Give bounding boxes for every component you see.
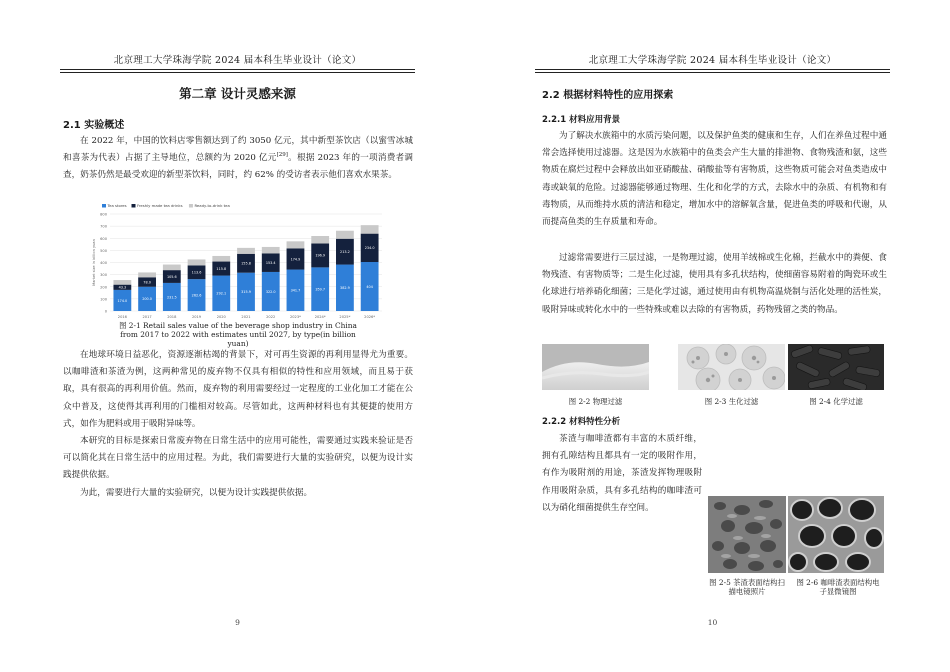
- y-tick-label: 400: [100, 261, 107, 265]
- y-axis-label: Market size in billion yuan: [92, 239, 96, 286]
- y-tick-label: 500: [100, 248, 107, 253]
- x-tick-label: 2025*: [339, 315, 351, 319]
- figure-caption: 图 2-1 Retail sales value of the beverage shop industry in China from 2017 to 2022 with estimates until 2027, by type(in billion yuan): [119, 321, 357, 349]
- figure-caption-2-3: 图 2-3 生化过滤: [704, 397, 759, 406]
- figure-caption-2-5: 图 2-5 茶渣表面结构扫描电镜照片: [709, 578, 785, 597]
- bar-value-label: 234.0: [364, 246, 375, 251]
- figure-caption-2-6: 图 2-6 咖啡渣表面结构电子显微镜图: [796, 578, 880, 597]
- x-tick-label: 2017: [142, 315, 152, 319]
- paragraph-conclusion: 为此，需要进行大量的实验研究，以便为设计实践提供依据。: [80, 488, 313, 498]
- page-header: 北京理工大学珠海学院 2024 届本科生毕业设计（论文）: [60, 52, 415, 70]
- bar-segment: [361, 225, 379, 233]
- subsection-heading-background: 2.2.1 材料应用背景: [542, 115, 621, 125]
- bar-segment: [262, 247, 280, 253]
- x-tick-label: 2021: [241, 315, 251, 319]
- page-number: 9: [235, 618, 240, 627]
- paragraph-material-properties: 茶渣与咖啡渣都有丰富的木质纤维，拥有孔隙结构且都具有一定的吸附作用，有作为吸附剂的用途，茶渣发挥物理吸附作用吸附杂质，具有多孔结构的咖啡渣可以为硝化细菌提供生存空间。: [542, 434, 702, 513]
- bar-segment: [188, 259, 206, 265]
- y-tick-label: 600: [100, 236, 107, 241]
- physical-filter-photo: [542, 344, 649, 390]
- chart-canvas: [90, 198, 385, 321]
- y-tick-label: 0: [104, 309, 107, 314]
- chemical-filter-photo: [788, 344, 884, 390]
- bar-segment: [237, 248, 255, 254]
- bar-value-label: 113.6: [191, 270, 202, 275]
- bar-value-label: 262.6: [191, 293, 202, 298]
- paragraph-background: 在地球环境日益恶化，资源逐渐枯竭的背景下，对可再生资源的再利用显得尤为重要。以咖啡渣和茶渣为例，这两种常见的废弃物不仅具有相似的特性和应用领域，而且易于获取，具有很高的再利用价值。然而，废弃物的利用需要经过一定程度的工业化加工才能在公众中普及，这使得其再利用的门槛相对较高。尽管如此，这两种材料也有其便捷的使用方式，如作为肥料或用于吸附异味等。: [63, 350, 413, 429]
- paragraph-filter-purpose: 为了解决水族箱中的水质污染问题，以及保护鱼类的健康和生存，人们在养鱼过程中通常会选择使用过滤器。这是因为水族箱中的鱼类会产生大量的排泄物、食物残渣和氨，这些物质在腐烂过程中会释放出如亚硝酸盐、硝酸盐等有害物质，这些物质可能会对鱼类造成中毒或缺氧的危险。过滤器能够通过物理、生化和化学的方式，去除水中的杂质、有机物和有毒物质，从而维持水质的清洁和稳定，增加水中的溶解氧含量，促进鱼类的呼吸和代谢，从而提高鱼类的生存质量和寿命。: [542, 131, 887, 228]
- intro-text-continued: 。根据 2023 年的一项消费者调查，奶茶仍然是最受欢迎的新型茶饮料，同时，约 62% 的受访者表示他们喜欢水果茶。: [63, 153, 413, 181]
- legend-label: Tea stores: [107, 203, 127, 209]
- bar-value-label: 322.0: [265, 289, 276, 294]
- x-tick-label: 2020: [216, 315, 226, 319]
- legend-swatch: [189, 204, 193, 208]
- bar-segment: [163, 265, 181, 271]
- bar-segment: [212, 256, 230, 262]
- bar-value-label: 213.2: [340, 249, 350, 254]
- bar-value-label: 200.0: [142, 297, 152, 302]
- bar-value-label: 196.9: [315, 253, 326, 258]
- bar-value-label: 105.6: [166, 274, 177, 279]
- y-tick-label: 800: [100, 212, 107, 217]
- legend-label: Freshly made tea drinks: [137, 203, 183, 209]
- y-tick-label: 300: [100, 273, 107, 278]
- bar-value-label: 341.7: [290, 288, 301, 293]
- y-tick-label: 200: [100, 285, 107, 290]
- x-tick-label: 2019: [191, 315, 202, 319]
- citation: [29]: [276, 152, 288, 159]
- bar-value-label: 43.3: [118, 285, 127, 290]
- y-tick-label: 100: [100, 297, 107, 302]
- bar-segment: [311, 236, 329, 244]
- bar-value-label: 155.8: [241, 261, 251, 266]
- page-header: 北京理工大学珠海学院 2024 届本科生毕业设计（论文）: [535, 52, 890, 70]
- bar-value-label: 174.9: [290, 257, 301, 262]
- bar-value-label: 359.7: [315, 287, 326, 292]
- chapter-title: 第二章 设计灵感来源: [179, 86, 296, 101]
- bar-value-label: 115.8: [216, 266, 227, 271]
- bar-value-label: 382.9: [340, 286, 350, 291]
- subsection-heading-analysis: 2.2.2 材料特性分析: [542, 417, 621, 427]
- legend-swatch: [132, 204, 136, 208]
- bar-value-label: 292.1: [216, 291, 227, 296]
- intro-text: 在 2022 年，中国的饮料店零售额达到了约 3050 亿元，其中新型茶饮店（以蜜雪冰城和喜茶为代表）占据了主导地位，总额约为 2020 亿元: [63, 136, 413, 164]
- section-heading: 2.1 实验概述: [63, 120, 125, 131]
- paragraph-goal: 本研究的目标是探索日常废弃物在日常生活中的应用可能性，需要通过实践来验证是否可以简化其在日常生活中的应用过程。为此，我们需要进行大量的实验研究，以便为设计实践提供依据。: [63, 436, 413, 481]
- tea-residue-sem-photo: [708, 496, 786, 573]
- page-10: [475, 0, 950, 672]
- bar-value-label: 315.9: [241, 290, 251, 295]
- paragraph-filter-layers: 过滤常需要进行三层过滤，一是物理过滤，使用羊绒棉或生化棉，拦截水中的粪便、食物残渣、有害物质等；二是生化过滤，使用具有多孔状结构，使细菌容易附着的陶瓷环或生化球进行培养硝化细菌；三是化学过滤，通过使用由有机物高温烧制与活化处理的活性炭，吸附异味或转化水中的一些特殊或难以去除的有害物质，药物残留之类的物品。: [542, 253, 887, 315]
- x-tick-label: 2018: [167, 315, 177, 319]
- x-tick-label: 2024*: [314, 315, 326, 319]
- coffee-residue-sem-photo: [788, 496, 884, 573]
- bar-segment: [336, 231, 354, 239]
- bar-segment: [138, 272, 156, 277]
- section-heading: 2.2 根据材料特性的应用探索: [542, 90, 674, 101]
- bar-value-label: 174.0: [117, 298, 128, 303]
- bar-value-label: 153.4: [265, 260, 276, 265]
- bar-value-label: 231.5: [166, 295, 177, 300]
- bar-segment: [287, 241, 305, 248]
- bar-value-label: 404: [366, 284, 373, 289]
- bar-segment: [113, 280, 131, 285]
- bar-value-label: 78.0: [143, 280, 151, 285]
- figure-caption-2-4: 图 2-4 化学过滤: [809, 397, 863, 406]
- legend-swatch: [102, 204, 106, 208]
- legend-label: Ready-to-drink tea: [194, 203, 230, 209]
- figure-caption-2-2: 图 2-2 物理过滤: [568, 397, 623, 406]
- biochemical-filter-photo: [678, 344, 785, 390]
- page-number: 10: [707, 618, 718, 627]
- x-tick-label: 2016: [117, 315, 127, 319]
- x-tick-label: 2023*: [289, 315, 301, 319]
- x-tick-label: 2022: [266, 315, 276, 319]
- x-tick-label: 2026*: [364, 315, 376, 319]
- retail-sales-chart: [90, 198, 385, 321]
- paragraph-intro: [63, 133, 413, 185]
- y-tick-label: 700: [100, 224, 107, 229]
